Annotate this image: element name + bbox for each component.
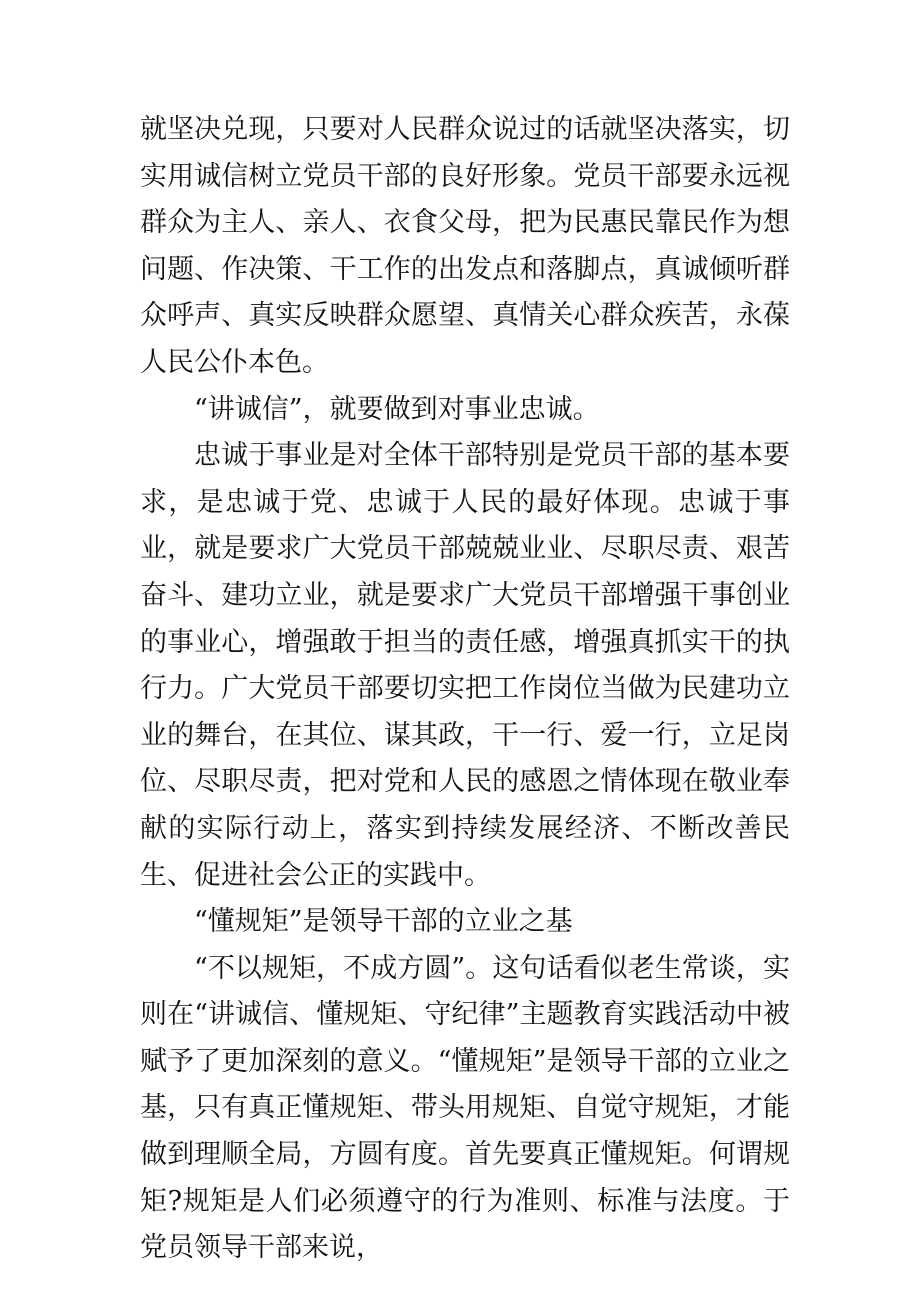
paragraph-loyalty: 忠诚于事业是对全体干部特别是党员干部的基本要求，是忠诚于党、忠诚于人民的最好体现。忠诚于事业，就是要求广大党员干部兢兢业业、尽职尽责、艰苦奋斗、建功立业，就是要求广大党员干部增强干事创业的事业心，增强敢于担当的责任感，增强真抓实干的执行力。广大党员干部要切实把工作岗位当做为民建功立业的舞台，在其位、谋其政，干一行、爱一行，立足岗位、尽职尽责，把对党和人民的感恩之情体现在敬业奉献的实际行动上，落实到持续发展经济、不断改善民生、促进社会公正的实践中。 [140, 440, 790, 891]
paragraph-continuation: 就坚决兑现，只要对人民群众说过的话就坚决落实，切实用诚信树立党员干部的良好形象。党员干部要永远视群众为主人、亲人、衣食父母，把为民惠民靠民作为想问题、作决策、干工作的出发点和落脚点，真诚倾听群众呼声、真实反映群众愿望、真情关心群众疾苦，永葆人民公仆本色。 [140, 114, 790, 378]
section-heading-integrity: “讲诚信”，就要做到对事业忠诚。 [194, 393, 600, 425]
paragraph-rules: “不以规矩，不成方圆”。这句话看似老生常谈，实则在“讲诚信、懂规矩、守纪律”主题教育实践活动中被赋予了更加深刻的意义。“懂规矩”是领导干部的立业之基，只有真正懂规矩、带头用规矩、自觉守规矩，才能做到理顺全局，方圆有度。首先要真正懂规矩。何谓规矩?规矩是人们必须遵守的行为准则、标准与法度。于党员领导干部来说， [140, 952, 790, 1264]
section-heading-rules: “懂规矩”是领导干部的立业之基 [194, 906, 573, 938]
body-text [140, 107, 790, 1272]
